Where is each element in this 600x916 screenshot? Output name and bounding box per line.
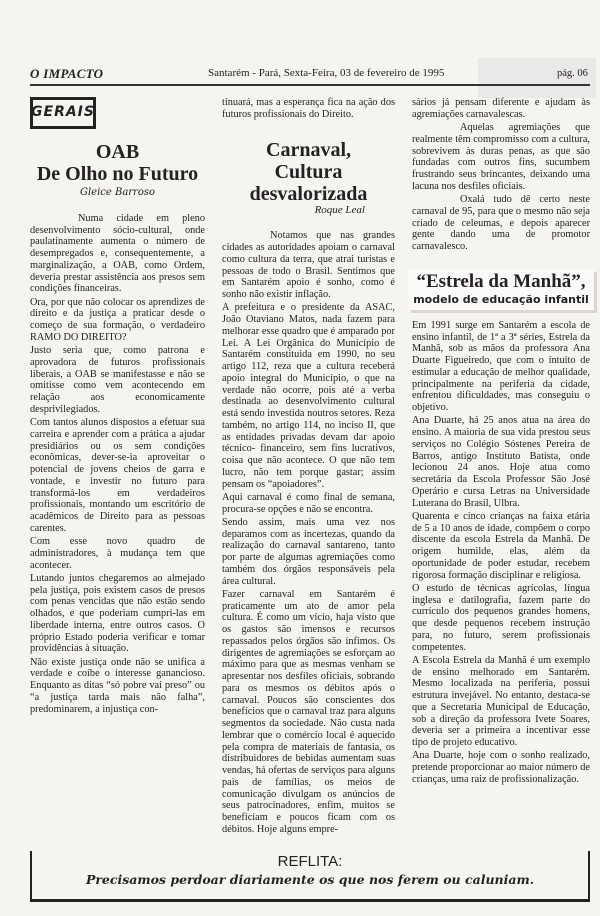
reflita-box <box>30 851 590 902</box>
article-author: Roque Leal <box>314 203 365 216</box>
paragraph: Notamos que nas grandes cidades as autoridades apoiam o carnaval como cultura da terra, que atrai turistas e pessoas de todo o Brasil. Sentimos que em Santarém apoio é sonho, como é sonho não existir inflação. <box>222 230 395 300</box>
paragraph: Em 1991 surge em Santarém a escola de ensino infantil, de 1ª a 3ª séries, Estrela da Manhã, sob as mãos da professora Ana Duarte Figueiredo, que com o intuito de estimular a educação de melhor qualidade, principalmente na periferia da cidade, enfrentou dificuldades, mas conseguiu o objetivo. <box>412 319 590 413</box>
article-subtitle: modelo de educação infantil <box>413 292 589 306</box>
article-oab <box>30 97 205 717</box>
paragraph: Fazer carnaval em Santarém é praticamente um ato de amor pela cultura. É como um vício, haja visto que os gastos são imensos e recursos repassados pelos órgãos são ínfimos. Os dirigentes de agremiações se esforçam ao máximo para que as mesmas venham se apresentar nos desfiles oficiais, sobrando para os mesmos os débitos após o carnaval. Poucos são conscientes dos benefícios que o carnaval traz para alguns segmentos da sociedade. Não custa nada lembrar que o comércio local é aquecido pela compra de materiais de fantasia, os distribuidores de bebidas aumentam suas vendas, há ofertas de serviços para alguns pais de famílias, os meios de comunicação divulgam os anúncios de seus patrocinadores, enfim, muitos se beneficiam e poucos ficam com os débitos. Hoje alguns empre- <box>222 588 395 835</box>
article-title: Carnaval, <box>266 138 351 161</box>
paragraph: tinuará, mas a esperança fica na ação dos futuros profissionais do Direito. <box>222 97 395 120</box>
paragraph: Oxalá tudo dê certo neste carnaval de 95, para que o mesmo não seja criado de celeumas, e depois aparecer gente dando uma de promotor carnavalesco. <box>412 194 590 252</box>
paragraph: Lutando juntos chegaremos ao almejado pela justiça, pois existem casos de presos com penas vencidas que não estão sendo olhados, e que poderiam cumpri-las em liberdade interna, entre outros casos. O próprio Estado poderia verificar e tomar providências à situação. <box>30 572 205 655</box>
paragraph: Numa cidade em pleno desenvolvimento sócio-cultural, onde paulatinamente aumenta o número de desempregados e, consequentemente, a marginalização, a OAB, como Ordem, deveria prestar assistência aos presos sem condições financeiras. <box>30 212 205 295</box>
article-estrela-headline-box <box>408 269 594 310</box>
paragraph: O estudo de técnicas agrícolas, língua inglesa e datilografia, fazem parte do currículo dos pequenos grandes homens, que desde pequenos recebem instrução para, no futuro, serem profissionais competentes. <box>412 582 590 653</box>
column-grid <box>30 97 590 837</box>
paragraph: sários já pensam diferente e ajudam às agremiações carnavalescas. <box>412 97 590 120</box>
newspaper-masthead: O IMPACTO <box>30 66 104 81</box>
dateline: Santarém - Pará, Sexta-Feira, 03 de fevereiro de 1995 <box>208 67 445 79</box>
article-author: Gleice Barroso <box>79 187 156 198</box>
page-number: pág. 06 <box>557 68 588 79</box>
paragraph: Com tantos alunos dispostos a efetuar sua carreira e aprender com a prática a ajudar presidiários ou os sem condições econômicas, dever-se-ia aproveitar o potencial de jovens cheios de garra e vontade, e investir no futuro para transformá-los em verdadeiros profissionais, montando um escritório de acadêmicos de Direito para as pessoas carentes. <box>30 417 205 534</box>
article-title: Cultura desvalorizada <box>249 160 368 205</box>
article-title: “Estrela da Manhã”, <box>416 270 586 292</box>
paragraph: Com esse novo quadro de administradores, à mudança tem que acontecer. <box>30 536 205 571</box>
paragraph: A prefeitura e o presidente da ASAC, João Otaviano Matos, nada fazem para melhorar esse quadro que é amparado por Lei. A Lei Orgânica do Município de Santarém constituida em 1990, no seu artigo 112, reza que a cultura receberá apoio integral do Município, o que na verdade não ocorre, pois até a verba destinada ao desenvolvimento cultural está sendo investida noutros setores. Reza também, no artigo 114, no inciso II, que as entidades privadas devam dar apoio técnico- financeiro, sem fins lucrativos, coisa que não acontece. O que não tem lucro, não tem porque gastar; assim pensam os “apoiadores”. <box>222 302 395 490</box>
paragraph: Ana Duarte, há 25 anos atua na área do ensino. A maioria de sua vida prestou seus serviços no Colégio Sóstenes Pereira de Barros, antigo Instituto Batista, onde lecionou 24 anos. Hoje atua como secretária da Escola Professor São José Operário e cursa Letras na Universidade Luterana do Brasil, Ulbra. <box>412 415 590 509</box>
article-estrela <box>412 320 590 786</box>
paragraph: Ora, por que não colocar os aprendizes de direito e da justiça a praticar desde o começo de sua formação, o verdadeiro RAMO DO DIREITO? <box>30 296 205 343</box>
article-title: OAB <box>95 141 140 163</box>
paragraph: Sendo assim, mais uma vez nos deparamos com as incertezas, quando da realização do carnaval santareno, tanto por parte de algumas agremiações como também dos órgãos responsáveis pela área cultural. <box>222 516 395 587</box>
reflita-label: REFLITA: <box>277 853 343 870</box>
paragraph: Justo seria que, como patrona e aprovadora de futuros profissionais liberais, a OAB se manifestasse e não se omitisse como vem acontecendo em relação aos economicamente desprivilegiados. <box>30 345 205 415</box>
paragraph: A Escola Estrela da Manhã é um exemplo de ensino melhorado em Santarém. Mesmo localizada na periferia, possui estrutura invejável. No entanto, destaca-se que a Secretaria Municipal de Educação, sob a direção da professora Ivete Soares, deveria ser a primeira a incentivar esse tipo de projeto educativo. <box>412 654 590 748</box>
section-label: GERAIS <box>30 97 96 129</box>
middle-column <box>222 97 395 837</box>
article-oab-continuation <box>222 97 395 121</box>
paragraph: Aquelas agremiações que realmente têm compromisso com a cultura, sobrevivem às duras penas, as que são fundadas com outros fins, sucumbem frustrando seus brincantes, deixando uma lacuna nos desfiles oficiais. <box>412 122 590 192</box>
paragraph: Aqui carnaval é como final de semana, procura-se opções e não se encontra. <box>222 491 395 515</box>
paragraph: Quarenta e cinco crianças na faixa etária de 5 a 10 anos de idade, compõem o corpo discente da escola Estrela da Manhã. De origem humilde, elas, além da oportunidade de poder estudar, recebem rigorosa formação disciplinar e religiosa. <box>412 510 590 581</box>
article-carnaval <box>222 139 395 836</box>
reflita-quote: Precisamos perdoar diariamente os que nos ferem ou caluniam. <box>85 872 535 887</box>
article-carnaval-continuation <box>412 97 590 253</box>
paragraph: Não existe justiça onde não se unifica a verdade e coíbe o interesse ganancioso. Enquanto as ditas “só pobre vai preso” ou “a justiça tarda mais não falha”, predominarem, a injustiça con- <box>30 656 205 715</box>
right-column <box>412 97 590 787</box>
paragraph: Ana Duarte, hoje com o sonho realizado, pretende proporcionar ao maior número de crianças, uma raiz de profissionalização. <box>412 750 590 785</box>
article-title: De Olho no Futuro <box>36 163 199 185</box>
